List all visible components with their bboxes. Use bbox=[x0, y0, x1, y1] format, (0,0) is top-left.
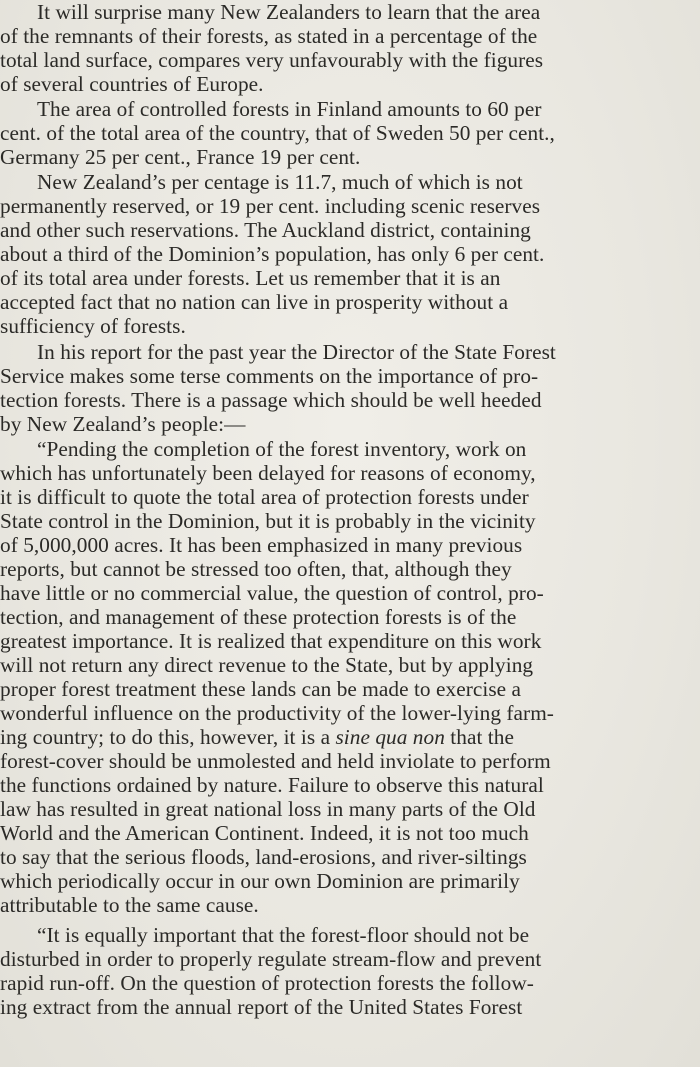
text-line: which periodically occur in our own Dominion are primarily bbox=[0, 869, 520, 893]
text-line: it is difficult to quote the total area of protection forests under bbox=[0, 485, 529, 509]
text-line: which has unfortunately been delayed for reasons of economy, bbox=[0, 461, 536, 485]
text-line: wonderful influence on the productivity of the lower-lying farm- bbox=[0, 701, 554, 725]
latin-phrase: sine qua non bbox=[335, 725, 445, 749]
text-line: Germany 25 per cent., France 19 per cent. bbox=[0, 145, 361, 169]
text-line: greatest importance. It is realized that expenditure on this work bbox=[0, 629, 542, 653]
text-line: permanently reserved, or 19 per cent. including scenic reserves bbox=[0, 194, 541, 218]
text-line: of several countries of Europe. bbox=[0, 72, 264, 96]
text-line: of the remnants of their forests, as stated in a percentage of the bbox=[0, 24, 538, 48]
text-line: The area of controlled forests in Finland amounts to 60 per bbox=[37, 97, 542, 121]
text-line: will not return any direct revenue to the State, but by applying bbox=[0, 653, 534, 677]
text-line: accepted fact that no nation can live in prosperity without a bbox=[0, 290, 509, 314]
text-line: disturbed in order to properly regulate stream-flow and prevent bbox=[0, 947, 542, 971]
text-line: total land surface, compares very unfavourably with the figures bbox=[0, 48, 544, 72]
text-line: World and the American Continent. Indeed, it is not too much bbox=[0, 821, 529, 845]
text-line: of its total area under forests. Let us remember that it is an bbox=[0, 266, 501, 290]
text-line: rapid run-off. On the question of protection forests the follow- bbox=[0, 971, 534, 995]
text-line: by New Zealand’s people:— bbox=[0, 412, 246, 436]
text-line: forest-cover should be unmolested and held inviolate to perform bbox=[0, 749, 551, 773]
text-line: cent. of the total area of the country, that of Sweden 50 per cent., bbox=[0, 121, 555, 145]
text-line: It will surprise many New Zealanders to learn that the area bbox=[37, 0, 541, 24]
text-run: ing country; to do this, however, it is a bbox=[0, 725, 336, 749]
text-line: In his report for the past year the Director of the State Forest bbox=[37, 340, 556, 364]
text-line: about a third of the Dominion’s population, has only 6 per cent. bbox=[0, 242, 545, 266]
text-line: proper forest treatment these lands can be made to exercise a bbox=[0, 677, 522, 701]
text-line: to say that the serious floods, land-erosions, and river-siltings bbox=[0, 845, 527, 869]
text-line: “Pending the completion of the forest inventory, work on bbox=[37, 437, 527, 461]
text-line: the functions ordained by nature. Failure to observe this natural bbox=[0, 773, 544, 797]
text-line: New Zealand’s per centage is 11.7, much of which is not bbox=[37, 170, 523, 194]
text-line: State control in the Dominion, but it is probably in the vicinity bbox=[0, 509, 536, 533]
text-line: sufficiency of forests. bbox=[0, 314, 186, 338]
text-line: Service makes some terse comments on the importance of pro- bbox=[0, 364, 539, 388]
text-run: that the bbox=[444, 725, 514, 749]
text-line: have little or no commercial value, the question of control, pro- bbox=[0, 581, 544, 605]
text-line: attributable to the same cause. bbox=[0, 893, 259, 917]
text-line bbox=[0, 725, 514, 749]
text-line: reports, but cannot be stressed too often, that, although they bbox=[0, 557, 512, 581]
text-line: “It is equally important that the forest-floor should not be bbox=[37, 923, 530, 947]
text-line: law has resulted in great national loss in many parts of the Old bbox=[0, 797, 536, 821]
text-line: tection forests. There is a passage which should be well heeded bbox=[0, 388, 542, 412]
text-line: and other such reservations. The Auckland district, containing bbox=[0, 218, 531, 242]
text-line: tection, and management of these protection forests is of the bbox=[0, 605, 517, 629]
text-line: ing extract from the annual report of the United States Forest bbox=[0, 995, 523, 1019]
text-line: of 5,000,000 acres. It has been emphasized in many previous bbox=[0, 533, 523, 557]
